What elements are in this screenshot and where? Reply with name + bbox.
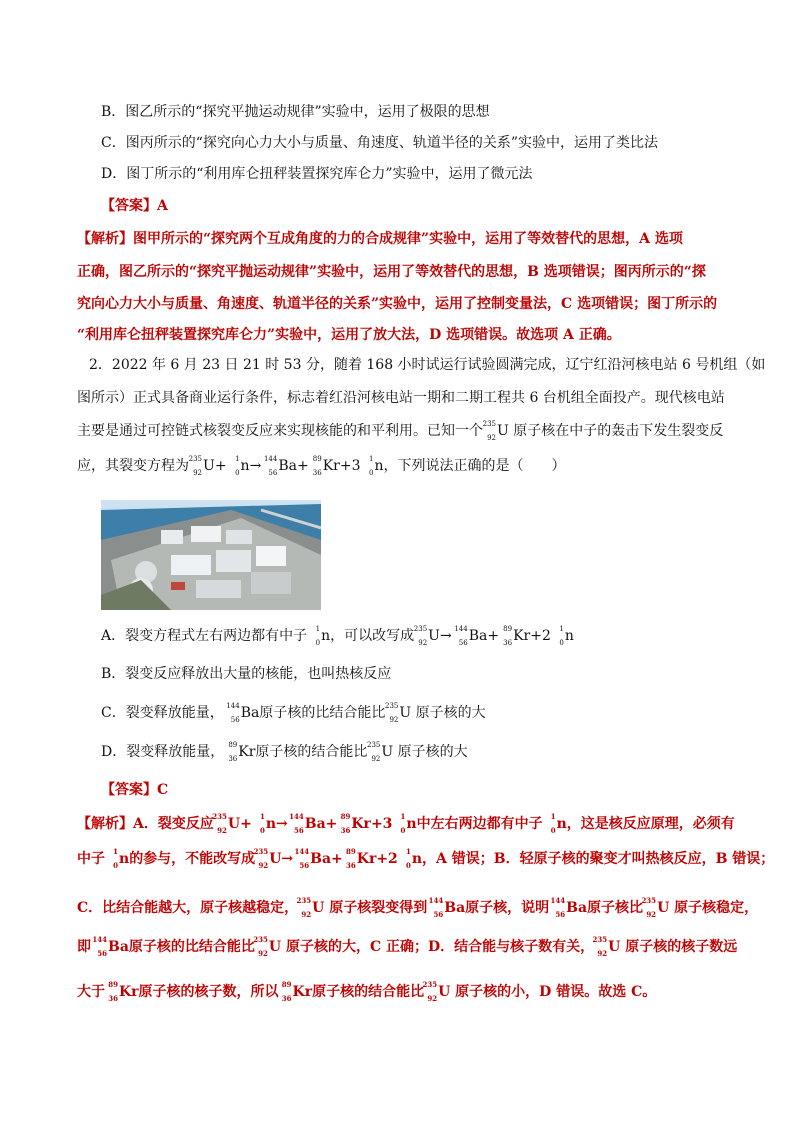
q2-option-a: A．裂变方程式左右两边都有中子 1 0 n，可以改写成 235 92 U→ 144 56 Ba+ 89 36 Kr+2 1 0 n xyxy=(101,625,574,647)
q2-analysis-line-3: C．比结合能越大，原子核越稳定， 235 92 U 原子核裂变得到 144 56 Ba原子核，说明 144 56 Ba原子核比 235 92 U 原子核稳定， xyxy=(77,896,759,919)
q1-analysis-line-4: “利用库仑扭秤装置探究库仑力”实验中，运用了放大法，D 选项错误。故选项 A 正确。 xyxy=(77,327,621,343)
nuclear-plant-photo xyxy=(101,500,321,610)
q2-option-c: C．裂变释放能量， 144 56 Ba原子核的比结合能比 235 92 U 原子核的大 xyxy=(101,702,486,724)
fission-equation: 235 92 U+ 1 0 n→ 144 56 Ba+ 89 36 Kr+3 1 0 n xyxy=(188,455,384,477)
q2-option-d: D．裂变释放能量， 89 36 Kr原子核的结合能比 235 92 U 原子核的大 xyxy=(101,741,468,763)
q1-option-c: C．图丙所示的“探究向心力大小与质量、角速度、轨道半径的关系”实验中，运用了类比法 xyxy=(101,135,659,151)
q2-analysis-line-4: 即 144 56 Ba原子核的比结合能比 235 92 U 原子核的大，C 正确；D．结合能与核子数有关， 235 92 U 原子核的核子数远 xyxy=(77,935,738,958)
q2-stem-line-3: 主要是通过可控链式核裂变反应来实现核能的和平利用。已知一个 235 92 U 原子核在中子的轰击下发生裂变反 xyxy=(77,420,724,442)
q1-analysis-line-3: 究向心力大小与质量、角速度、轨道半径的关系”实验中，运用了控制变量法，C 选项错误；图丁所示的 xyxy=(77,296,718,312)
q1-answer-label: 【答案】A xyxy=(101,198,168,214)
q1-analysis-line-1: 【解析】图甲所示的“探究两个互成角度的力的合成规律”实验中，运用了等效替代的思想，A 选项 xyxy=(77,231,683,247)
q2-analysis-line-5: 大于 89 36 Kr原子核的核子数，所以 89 36 Kr原子核的结合能比 235 92 U 原子核的小，D 错误。故选 C。 xyxy=(77,980,657,1003)
q2-analysis-line-1: 【解析】A．裂变反应 235 92 U+ 1 0 n→ 144 56 Ba+ 89 36 Kr+3 1 0 n中左右两边都有中子 1 0 n，这是核反应原理，必须有 xyxy=(77,812,735,835)
q2-stem-line-4: 应，其裂变方程为 235 92 U+ 1 0 n→ 144 56 Ba+ 89 36 Kr+3 1 0 n，下列说法正确的是（ ） xyxy=(77,455,566,477)
q2-stem-line-2: 图所示）正式具备商业运行条件，标志着红沿河核电站一期和二期工程共 6 台机组全面投产。现代核电站 xyxy=(77,390,725,406)
q2-analysis-line-2: 中子 1 0 n的参与，不能改写成 235 92 U→ 144 56 Ba+ 89 36 Kr+2 1 0 n，A 错误；B．轻原子核的聚变才叫热核反应，B 错误； xyxy=(77,847,775,870)
isotope-u235: 235 92 xyxy=(482,420,496,442)
q2-stem-line-1: 2．2022 年 6 月 23 日 21 时 53 分，随着 168 小时试运行试验圆满完成，辽宁红沿河核电站 6 号机组（如 xyxy=(89,357,766,373)
q1-option-d: D．图丁所示的“利用库仑扭秤装置探究库仑力”实验中，运用了微元法 xyxy=(101,166,533,182)
q2-option-b: B．裂变反应释放出大量的核能，也叫热核反应 xyxy=(101,666,392,682)
q2-answer-label: 【答案】C xyxy=(101,782,169,798)
q1-analysis-line-2: 正确，图乙所示的“探究平抛运动规律”实验中，运用了等效替代的思想，B 选项错误；图丙所示的“探 xyxy=(77,264,706,280)
q1-option-b: B．图乙所示的“探究平抛运动规律”实验中，运用了极限的思想 xyxy=(101,104,490,120)
